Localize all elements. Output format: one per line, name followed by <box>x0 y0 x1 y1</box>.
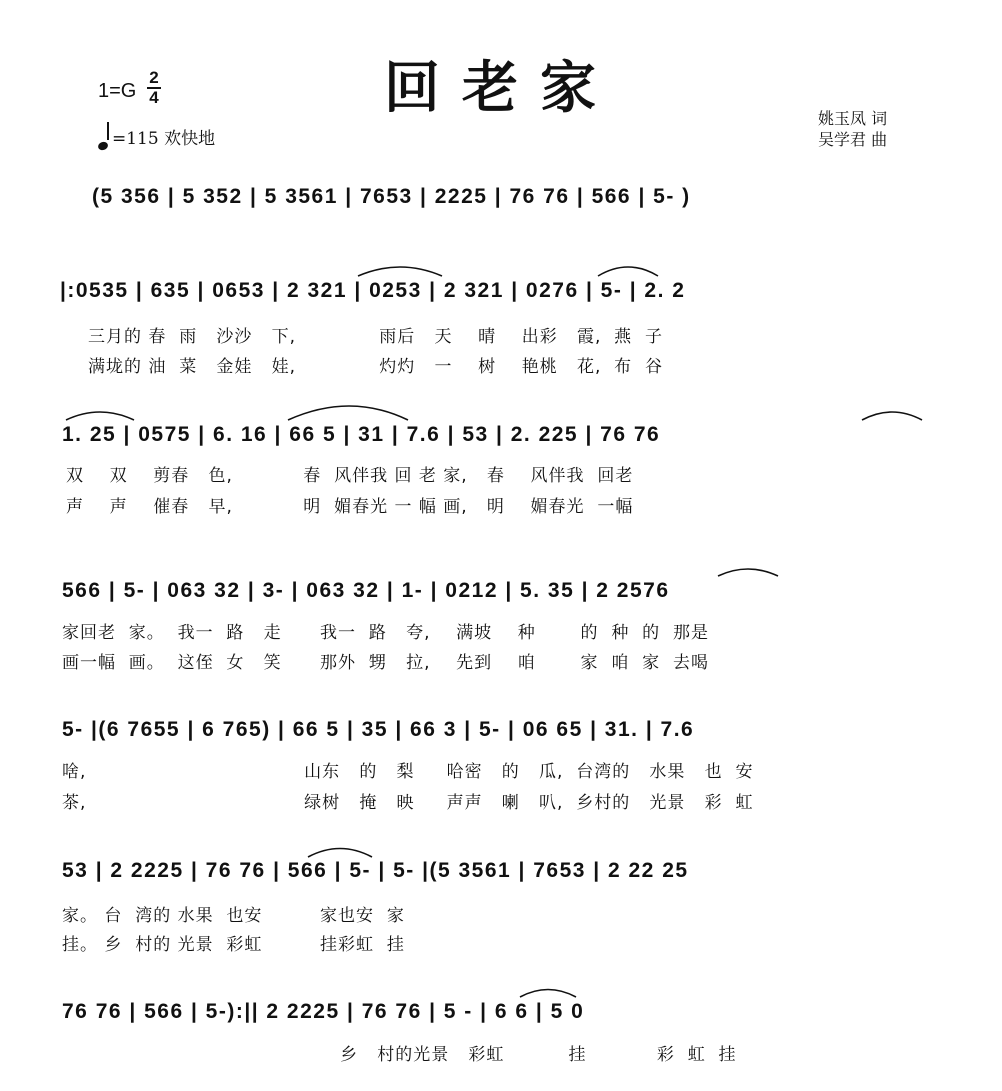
lyrics-verse-2: 乡 村的光景 彩虹 挂 彩 虹 挂 <box>340 1045 737 1065</box>
slur-arc <box>718 569 778 576</box>
slur-arc <box>520 990 576 998</box>
lyricist-credit: 姚玉凤 词 <box>818 109 888 128</box>
slur-arc <box>288 406 408 420</box>
quarter-note-icon <box>97 141 109 152</box>
slur-arc <box>598 267 658 276</box>
lyrics-verse-2: 满垅的 油 菜 金娃 娃, 灼灼 一 树 艳桃 花, 布 谷 <box>88 357 663 377</box>
slur-arc <box>358 267 442 276</box>
lyrics-verse-2: 声 声 催春 早, 明 媚春光 一 幅 画, 明 媚春光 一幅 <box>66 497 634 517</box>
slur-arc <box>66 412 134 420</box>
notation-row: 76 76 | 566 | 5-):|| 2 2225 | 76 76 | 5 - | 6 6 | 5 0 <box>62 1000 585 1023</box>
slur-arc <box>308 849 372 858</box>
lyrics-verse-1: 双 双 剪春 色, 春 风伴我 回 老 家, 春 风伴我 回老 <box>66 466 634 486</box>
lyrics-verse-2: 挂。 乡 村的 光景 彩虹 挂彩虹 挂 <box>62 935 405 955</box>
lyrics-verse-1: 家。 台 湾的 水果 也安 家也安 家 <box>62 906 405 926</box>
notation-row: |:0535 | 635 | 0653 | 2 321 | 0253 | 2 321 | 0276 | 5- | 2. 2 <box>60 279 686 302</box>
composer-credit: 吴学君 曲 <box>818 130 888 149</box>
tempo-marking <box>98 124 215 149</box>
slur-arc <box>862 412 922 420</box>
notation-row: 53 | 2 2225 | 76 76 | 566 | 5- | 5- |(5 3561 | 7653 | 2 22 25 <box>62 859 689 882</box>
notation-row: 1. 25 | 0575 | 6. 16 | 66 5 | 31 | 7.6 | 53 | 2. 225 | 76 76 <box>62 423 661 446</box>
time-signature-top: 2 <box>149 68 159 87</box>
note-stem <box>107 122 109 140</box>
lyrics-verse-1: 啥, 山东 的 梨 哈密 的 瓜, 台湾的 水果 也 安 <box>62 762 754 782</box>
notation-row: 566 | 5- | 063 32 | 3- | 063 32 | 1- | 0212 | 5. 35 | 2 2576 <box>62 579 670 602</box>
notation-row: 5- |(6 7655 | 6 765) | 66 5 | 35 | 66 3 | 5- | 06 65 | 31. | 7.6 <box>62 718 695 741</box>
time-signature <box>146 69 162 107</box>
tempo-text: =115 欢快地 <box>112 129 216 149</box>
lyrics-verse-1: 家回老 家。 我一 路 走 我一 路 夸, 满坡 种 的 种 的 那是 <box>62 623 709 643</box>
song-title: 回老家 <box>384 56 618 121</box>
lyrics-verse-2: 画一幅 画。 这侄 女 笑 那外 甥 拉, 先到 咱 家 咱 家 去喝 <box>62 653 709 673</box>
notation-row: (5 356 | 5 352 | 5 3561 | 7653 | 2225 | 76 76 | 566 | 5- ) <box>92 185 691 208</box>
time-signature-bottom: 4 <box>149 88 159 107</box>
lyrics-verse-1: 三月的 春 雨 沙沙 下, 雨后 天 晴 出彩 霞, 燕 子 <box>88 327 663 347</box>
lyrics-verse-2: 茶, 绿树 掩 映 声声 喇 叭, 乡村的 光景 彩 虹 <box>62 793 754 813</box>
key-signature: 1=G <box>98 80 137 102</box>
